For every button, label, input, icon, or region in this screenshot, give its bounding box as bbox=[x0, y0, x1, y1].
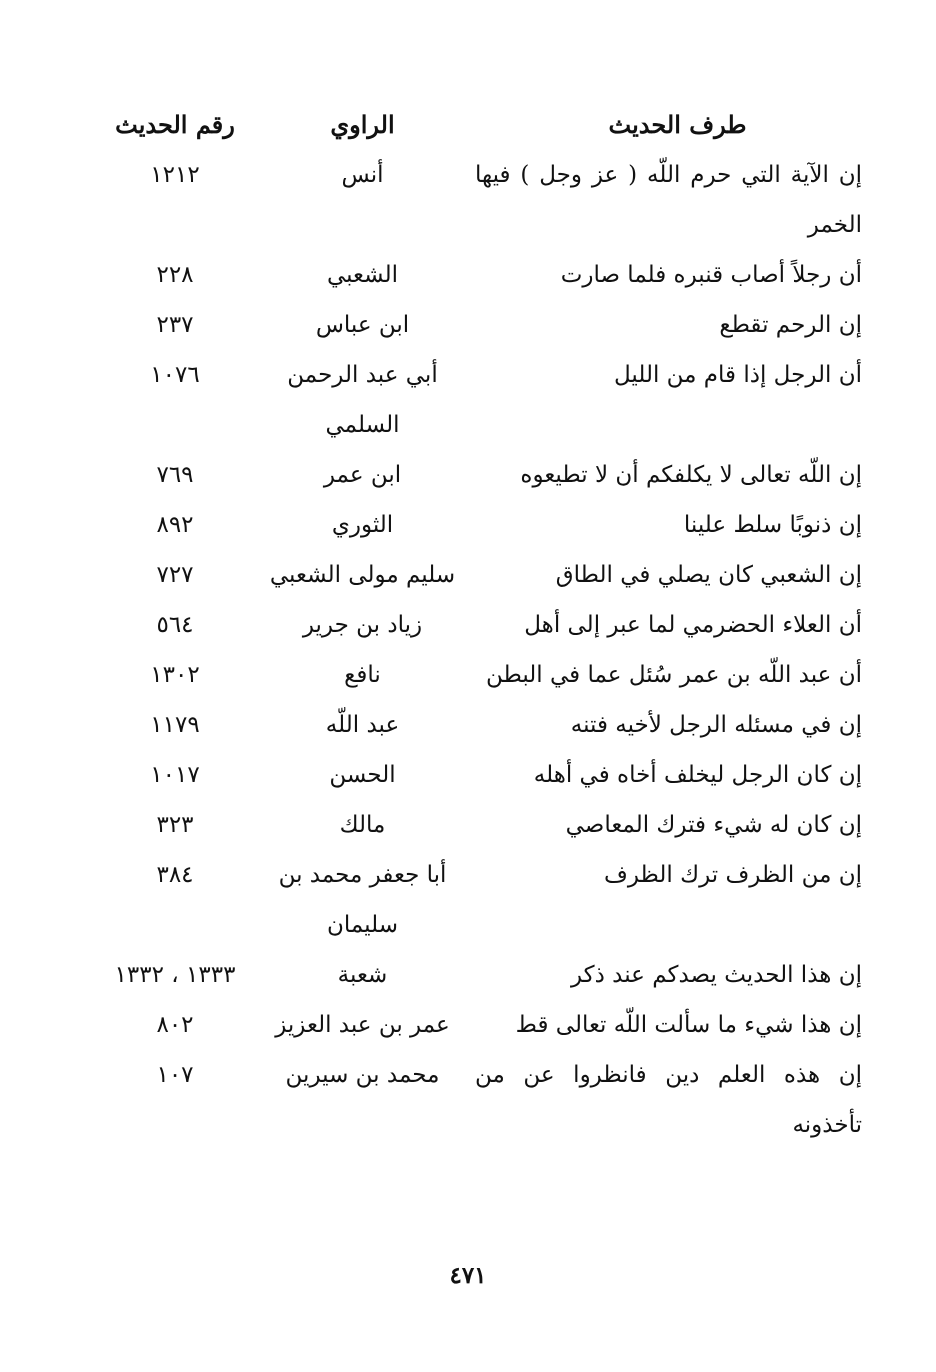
narrator: أنس bbox=[341, 162, 384, 188]
narrator: ابن عمر bbox=[323, 462, 402, 488]
hadith-text: إن كان الرجل ليخلف أخاه في أهله bbox=[533, 762, 862, 788]
hadith-number: ١١٧٩ bbox=[150, 712, 200, 738]
table-row bbox=[100, 1000, 880, 1050]
hadith-number: ١٠١٧ bbox=[150, 762, 200, 788]
table-body bbox=[100, 150, 880, 1150]
hadith-number: ٧٦٩ bbox=[156, 462, 194, 488]
table-row bbox=[100, 300, 880, 350]
hadith-text: إن من الظرف ترك الظرف bbox=[604, 862, 862, 888]
hadith-text: إن في مسئله الرجل لأخيه فتنه bbox=[570, 712, 862, 738]
narrator: ابن عباس bbox=[315, 312, 410, 338]
hadith-text: إن الرحم تقطع bbox=[719, 312, 862, 338]
hadith-text: أن رجلاً أصاب قنبره فلما صارت bbox=[560, 262, 862, 288]
hadith-number: ٢٣٧ bbox=[156, 312, 194, 338]
hadith-text: أن الرجل إذا قام من الليل bbox=[613, 362, 862, 388]
narrator: سليم مولى الشعبي bbox=[269, 562, 456, 588]
table-row bbox=[100, 550, 880, 600]
hadith-text: إن هذه العلم دين فانظروا عن من تأخذونه bbox=[475, 1062, 862, 1138]
narrator: عبد اللّه bbox=[325, 712, 400, 738]
hadith-number: ١٢١٢ bbox=[150, 162, 200, 188]
hadith-index-table bbox=[100, 100, 880, 1150]
hadith-number: ١٣٠٢ bbox=[150, 662, 200, 688]
hadith-number: ١٠٧٦ bbox=[150, 362, 200, 388]
hadith-text: إن ذنوبًا سلط علينا bbox=[683, 512, 862, 538]
narrator: أبا جعفر محمد بن سليمان bbox=[278, 862, 447, 938]
table-row bbox=[100, 600, 880, 650]
table-row bbox=[100, 950, 880, 1000]
narrator: أبي عبد الرحمن السلمي bbox=[287, 362, 438, 438]
hadith-number: ٨٩٢ bbox=[156, 512, 194, 538]
narrator: الثوري bbox=[331, 512, 394, 538]
table-row bbox=[100, 500, 880, 550]
hadith-number: ٣٨٤ bbox=[156, 862, 194, 888]
table-row bbox=[100, 650, 880, 700]
table-row bbox=[100, 250, 880, 300]
table-header bbox=[100, 100, 880, 150]
header-narrator: الراوي bbox=[330, 110, 395, 139]
hadith-number: ٣٢٣ bbox=[156, 812, 194, 838]
table-row bbox=[100, 750, 880, 800]
table-row bbox=[100, 850, 880, 950]
narrator: عمر بن عبد العزيز bbox=[275, 1012, 450, 1038]
hadith-text: إن الشعبي كان يصلي في الطاق bbox=[555, 562, 862, 588]
table-row bbox=[100, 800, 880, 850]
narrator: الحسن bbox=[329, 762, 396, 788]
hadith-text: إن اللّه تعالى لا يكلفكم أن لا تطيعوه bbox=[520, 462, 862, 488]
hadith-text: أن عبد اللّه بن عمر سُئل عما في البطن bbox=[485, 662, 862, 688]
hadith-text: إن هذا الحديث يصدكم عند ذكر bbox=[570, 962, 862, 988]
hadith-text: إن هذا شيء ما سألت اللّه تعالى قط bbox=[515, 1012, 862, 1038]
header-hadith-number: رقم الحديث bbox=[115, 110, 235, 139]
hadith-number: ١٣٣٣ ، ١٣٣٢ bbox=[114, 962, 236, 988]
narrator: مالك bbox=[339, 812, 386, 838]
page-number: ٤٧١ bbox=[449, 1262, 487, 1289]
table-row bbox=[100, 350, 880, 450]
hadith-number: ٧٢٧ bbox=[156, 562, 194, 588]
narrator: الشعبي bbox=[326, 262, 399, 288]
header-hadith-text: طرف الحديث bbox=[608, 110, 747, 139]
narrator: نافع bbox=[344, 662, 381, 688]
narrator: محمد بن سيرين bbox=[285, 1062, 440, 1088]
hadith-text: إن الآية التي حرم اللّه ( عز وجل ) فيها الخمر bbox=[475, 162, 862, 238]
hadith-text: أن العلاء الحضرمي لما عبر إلى أهل bbox=[524, 612, 862, 638]
table-row bbox=[100, 700, 880, 750]
table-row bbox=[100, 150, 880, 250]
table-row bbox=[100, 1050, 880, 1150]
hadith-text: إن كان له شيء فترك المعاصي bbox=[565, 812, 862, 838]
hadith-number: ٢٢٨ bbox=[156, 262, 194, 288]
hadith-number: ٨٠٢ bbox=[156, 1012, 194, 1038]
narrator: زياد بن جرير bbox=[302, 612, 423, 638]
narrator: شعبة bbox=[337, 962, 388, 988]
hadith-number: ٥٦٤ bbox=[156, 612, 194, 638]
hadith-number: ١٠٧ bbox=[156, 1062, 194, 1088]
table-row bbox=[100, 450, 880, 500]
